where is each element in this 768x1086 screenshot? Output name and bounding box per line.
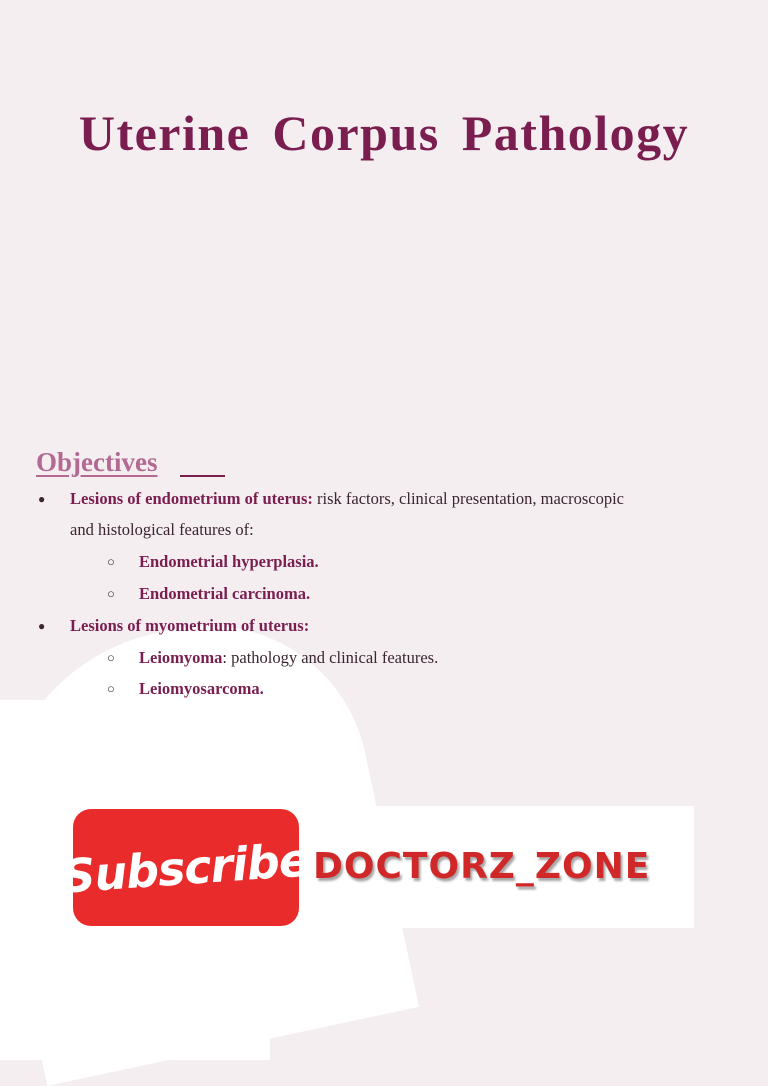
- list-item: Lesions of myometrium of uterus:: [70, 616, 310, 635]
- subscribe-banner[interactable]: [60, 806, 694, 928]
- sub-list-item: Leiomyosarcoma.: [139, 679, 264, 698]
- sub-list-item: Endometrial hyperplasia.: [139, 552, 319, 571]
- list-item-continuation: and histological features of:: [70, 520, 254, 539]
- heading-underline: [180, 475, 225, 477]
- subscribe-label: Subscribe: [60, 831, 312, 904]
- bullet-circle-icon: ○: [107, 554, 115, 569]
- list-item: [70, 489, 624, 509]
- bullet-circle-icon: ○: [107, 681, 115, 696]
- bullet-circle-icon: ○: [107, 650, 115, 665]
- sub-list-item-label: Leiomyoma: [139, 648, 223, 667]
- objectives-heading: Objectives: [36, 447, 158, 477]
- sub-list-item: Endometrial carcinoma.: [139, 584, 311, 603]
- page-title: Uterine Corpus Pathology: [78, 105, 690, 161]
- bullet-circle-icon: ○: [107, 586, 115, 601]
- list-item-text: risk factors, clinical presentation, macroscopic: [312, 489, 624, 508]
- sub-list-item-text: : pathology and clinical features.: [222, 648, 439, 667]
- channel-name: DOCTORZ_ZONE: [313, 846, 651, 887]
- bullet-dot-icon: ●: [38, 492, 46, 506]
- subscribe-button[interactable]: [60, 809, 312, 926]
- sub-list-item: [139, 648, 438, 668]
- bullet-dot-icon: ●: [38, 619, 46, 633]
- list-item-label: Lesions of endometrium of uterus:: [70, 489, 313, 508]
